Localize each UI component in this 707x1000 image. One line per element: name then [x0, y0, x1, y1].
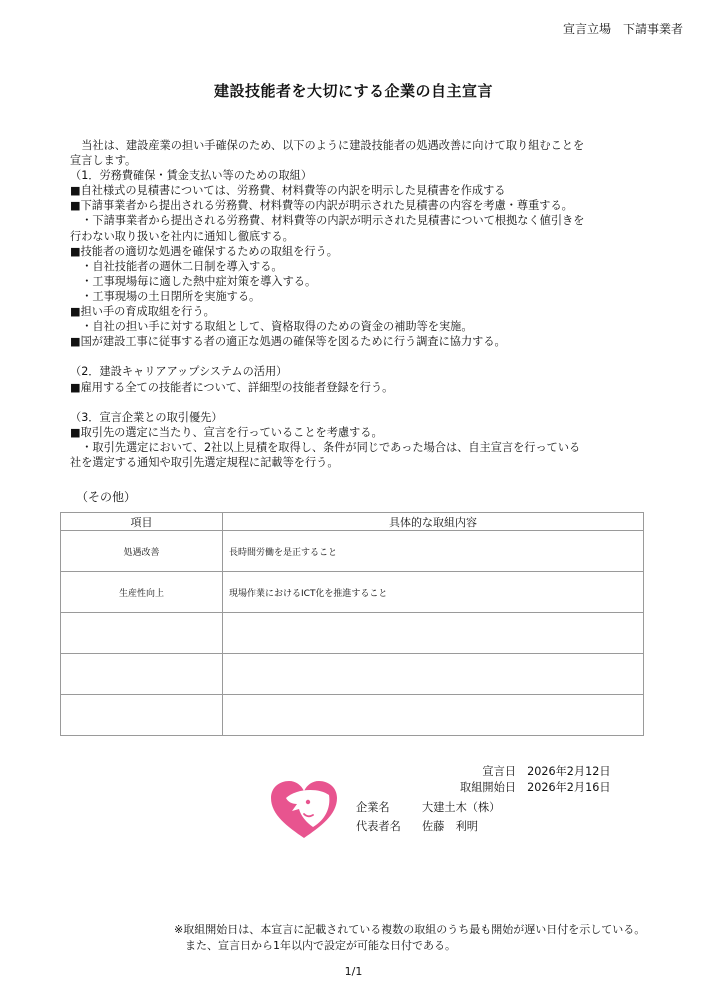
body-line: ■技能者の適切な処遇を確保するための取組を行う。 — [70, 244, 338, 258]
table-cell-item: 生産性向上 — [61, 572, 223, 613]
body-line: 当社は、建設産業の担い手確保のため、以下のように建設技能者の処遇改善に向けて取り組むことを — [70, 139, 585, 152]
body-line: ・自社の担い手に対する取組として、資格取得のための資金の補助等を実施。 — [70, 320, 473, 334]
body-line: 行わない取り扱いを社内に通知し徹底する。 — [70, 229, 294, 243]
table-cell-description: 現場作業におけるICT化を推進すること — [223, 572, 644, 613]
table-cell-item — [61, 695, 223, 736]
declaration-body — [70, 138, 584, 470]
footnote-line: また、宣言日から1年以内で設定が可能な日付である。 — [174, 939, 456, 952]
table-header-row — [61, 513, 644, 531]
body-line: ・自社技能者の週休二日制を導入する。 — [70, 259, 283, 273]
section-heading-2: （2．建設キャリアアップシステムの活用） — [70, 365, 288, 379]
column-header-item: 項目 — [61, 513, 223, 531]
heart-face-logo-icon — [268, 778, 340, 842]
body-line: 宣言します。 — [70, 154, 137, 168]
other-initiatives-table — [60, 512, 644, 736]
body-line: ■担い手の育成取組を行う。 — [70, 305, 215, 319]
company-name-row — [356, 798, 500, 817]
body-line: ■取引先の選定に当たり、宣言を行っていることを考慮する。 — [70, 425, 383, 439]
table-cell-description — [223, 695, 644, 736]
representative-row — [356, 817, 500, 836]
declaration-date: 宣言日 2026年2月12日 — [482, 765, 611, 778]
spacer — [70, 395, 584, 410]
start-date: 取組開始日 2026年2月16日 — [460, 781, 611, 794]
representative-name: 佐藤 利明 — [422, 820, 478, 833]
dates-block — [460, 764, 611, 796]
table-cell-description: 長時間労働を是正すること — [223, 531, 644, 572]
section-heading-1: （1．労務費確保・賃金支払い等のための取組） — [70, 169, 313, 183]
section-heading-3: （3．宣言企業との取引優先） — [70, 410, 223, 424]
company-name-label: 企業名 — [356, 801, 390, 814]
table-row — [61, 572, 644, 613]
table-cell-description — [223, 654, 644, 695]
document-title: 建設技能者を大切にする企業の自主宣言 — [213, 82, 493, 100]
table-row — [61, 654, 644, 695]
company-block — [356, 798, 500, 836]
spacer — [70, 349, 584, 364]
table-cell-item — [61, 654, 223, 695]
footnote-line: ※取組開始日は、本宣言に記載されている複数の取組のうち最も開始が遅い日付を示している。 — [174, 923, 646, 936]
body-line: ■自社様式の見積書については、労務費、材料費等の内訳を明示した見積書を作成する — [70, 184, 506, 198]
company-name: 大建土木（株） — [422, 801, 501, 814]
body-line: ・工事現場の土日閉所を実施する。 — [70, 289, 261, 303]
body-line: ■国が建設工事に従事する者の適正な処遇の確保等を図るために行う調査に協力する。 — [70, 335, 506, 349]
table-row — [61, 613, 644, 654]
table-row — [61, 531, 644, 572]
page-number: 1/1 — [344, 965, 363, 978]
body-line: ■雇用する全ての技能者について、詳細型の技能者登録を行う。 — [70, 380, 394, 394]
body-line: 社を選定する通知や取引先選定規程に記載等を行う。 — [70, 455, 339, 469]
body-line: ■下請事業者から提出される労務費、材料費等の内訳が明示された見積書の内容を考慮・尊重する。 — [70, 199, 573, 213]
body-line: ・工事現場毎に適した熱中症対策を導入する。 — [70, 274, 317, 288]
declaration-role: 宣言立場 下請事業者 — [562, 22, 683, 36]
table-cell-description — [223, 613, 644, 654]
column-header-description: 具体的な取組内容 — [223, 513, 644, 531]
body-line: ・取引先選定において、2社以上見積を取得し、条件が同じであった場合は、自主宣言を行っている — [70, 440, 581, 454]
representative-label: 代表者名 — [356, 820, 401, 833]
table-cell-item: 処遇改善 — [61, 531, 223, 572]
other-section-label: （その他） — [76, 490, 137, 504]
footnote — [174, 922, 645, 954]
body-line: ・下請事業者から提出される労務費、材料費等の内訳が明示された見積書について根拠なく値引きを — [70, 214, 585, 228]
table-cell-item — [61, 613, 223, 654]
table-row — [61, 695, 644, 736]
